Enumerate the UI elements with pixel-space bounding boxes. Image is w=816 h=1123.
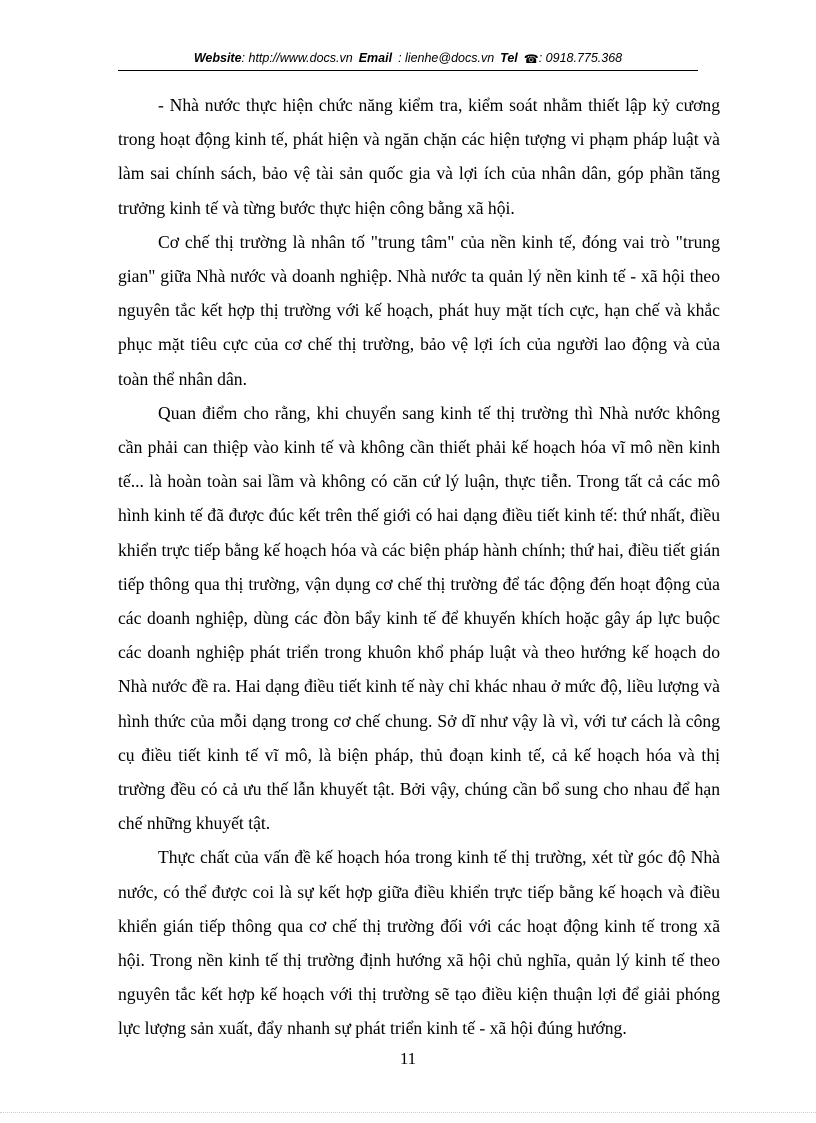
tel-value: : 0918.775.368 (538, 51, 623, 65)
page-number: 11 (399, 1049, 417, 1068)
paragraph: Cơ chế thị trường là nhân tố "trung tâm" của nền kinh tế, đóng vai trò "trung gian" giữa Nhà nước và doanh nghiệp. Nhà nước ta quản lý nền kinh tế - xã hội theo nguyên tắc kết hợp thị trường với kế hoạch, phát huy mặt tích cực, hạn chế và khắc phục mặt tiêu cực của cơ chế thị trường, bảo vệ lợi ích của người lao động và của toàn thể nhân dân. (118, 231, 720, 389)
paragraph: - Nhà nước thực hiện chức năng kiểm tra, kiểm soát nhằm thiết lập kỷ cương trong hoạt động kinh tế, phát hiện và ngăn chặn các hiện tượng vi phạm pháp luật và làm sai chính sách, bảo vệ tài sản quốc gia và lợi ích của nhân dân, góp phần tăng trưởng kinh tế và từng bước thực hiện công bằng xã hội. (118, 95, 720, 218)
page-header (0, 51, 816, 66)
paragraph: Thực chất của vấn đề kế hoạch hóa trong kinh tế thị trường, xét từ góc độ Nhà nước, có thể được coi là sự kết hợp giữa điều khiển trực tiếp bằng kế hoạch và điều khiển gián tiếp thông qua cơ chế thị trường đối với các hoạt động kinh tế trong xã hội. Trong nền kinh tế thị trường định hướng xã hội chủ nghĩa, quản lý kinh tế theo nguyên tắc kết hợp kế hoạch với thị trường sẽ tạo điều kiện thuận lợi để giải phóng lực lượng sản xuất, đẩy nhanh sự phát triển kinh tế - xã hội đúng hướng. (118, 847, 720, 1039)
website-label: Website (193, 51, 242, 65)
phone-icon: ☎ (523, 52, 539, 66)
tel-label: Tel (500, 51, 518, 65)
header-divider (118, 70, 698, 71)
email-value: : lienhe@docs.vn (398, 51, 495, 65)
email-label: Email (358, 51, 393, 65)
body-text (118, 88, 720, 1046)
paragraph: Quan điểm cho rằng, khi chuyển sang kinh tế thị trường thì Nhà nước không cần phải can thiệp vào kinh tế và không cần thiết phải kế hoạch hóa vĩ mô nền kinh tế... là hoàn toàn sai lầm và không có căn cứ lý luận, thực tiễn. Trong tất cả các mô hình kinh tế đã được đúc kết trên thế giới có hai dạng điều tiết kinh tế: thứ nhất, điều khiển trực tiếp bằng kế hoạch hóa và các biện pháp hành chính; thứ hai, điều tiết gián tiếp thông qua thị trường, vận dụng cơ chế thị trường để tác động đến hoạt động của các doanh nghiệp, dùng các đòn bẩy kinh tế để khuyến khích hoặc gây áp lực buộc các doanh nghiệp phát triển trong khuôn khổ pháp luật và theo hướng kế hoạch do Nhà nước đề ra. Hai dạng điều tiết kinh tế này chỉ khác nhau ở mức độ, liều lượng và hình thức của mỗi dạng trong cơ chế chung. Sở dĩ như vậy là vì, với tư cách là công cụ điều tiết kinh tế vĩ mô, là biện pháp, thủ đoạn kinh tế, cả kế hoạch hóa và thị trường đều có cả ưu thế lẫn khuyết tật. Bởi vậy, chúng cần bổ sung cho nhau để hạn chế những khuyết tật. (118, 402, 720, 834)
page-bottom-border (0, 1112, 816, 1113)
website-value: : http://www.docs.vn (241, 51, 353, 65)
